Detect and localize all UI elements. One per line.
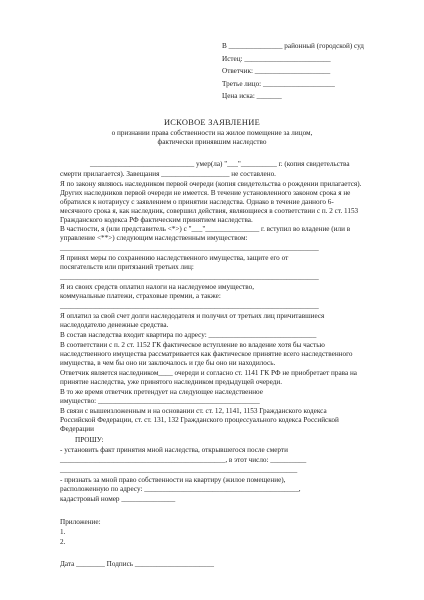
request-line: кадастровый номер _______________ <box>60 495 176 503</box>
document-subtitle-2: фактически принявшим наследство <box>157 138 267 146</box>
body-line: Я принял меры по сохранению наследственного имущества, защите его от <box>60 254 289 262</box>
body-line: Гражданского кодекса РФ фактическим принятием наследства. <box>60 216 253 224</box>
body-line: _____________________________ умер(ла) "___"__________ г. (копия свидетельства <box>90 160 350 168</box>
body-line: принятие наследства, уже принятого наследником предыдущей очереди. <box>60 378 283 386</box>
body-line: Я по закону являюсь наследником первой очереди (копия свидетельства о рождении прилагается). <box>60 180 362 188</box>
plaintiff-line: Истец: ________________________ <box>222 55 331 63</box>
attachment-item: 2. <box>60 538 66 546</box>
body-line: В состав наследства входит квартира по адресу: ______________________________ <box>60 331 317 339</box>
third-party-line: Третье лицо: ____________________ <box>222 80 335 88</box>
court-line: В _______________ районный (городской) суд <box>222 42 364 50</box>
body-line: смерти прилагается). Завещания ___________________ не составлено. <box>60 170 276 178</box>
attachments-heading: Приложение: <box>60 518 101 526</box>
body-line: В частности, я (или представитель <*>) с "___"_______________ г. вступил во владение (или в <box>60 225 351 233</box>
blank-line: ________________________________________________________________________ <box>60 273 319 281</box>
body-line: посягательств или притязаний третьих лиц: <box>60 263 194 271</box>
body-line: управление <**>) следующим наследственным имуществом: <box>60 234 248 242</box>
body-line: Я оплатил за свой счет долги наследодателя и получил от третьих лиц причитавшиеся <box>60 312 325 320</box>
body-line: Российской Федерации, ст. ст. 131, 132 Гражданского процессуального кодекса Российской <box>60 416 339 424</box>
body-line: наследодателю денежные средства. <box>60 321 169 329</box>
document-title: ИСКОВОЕ ЗАЯВЛЕНИЕ <box>163 118 261 127</box>
attachment-item: 1. <box>60 528 66 536</box>
body-line: имущества, в чем бы оно ни заключалось и где бы оно ни находилось. <box>60 359 276 367</box>
request-heading: ПРОШУ: <box>75 436 104 444</box>
request-line: - установить факт принятия мной наследства, открывшегося после смерти <box>60 446 288 454</box>
date-signature-line: Дата ________ Подпись ______________________ <box>60 560 214 568</box>
body-line: В связи с вышеизложенным и на основании ст. ст. 12, 1141, 1153 Гражданского кодекса <box>60 407 327 415</box>
request-line: - признать за мной право собственности на квартиру (жилое помещение), <box>60 476 286 484</box>
blank-line: ________________________________________________________________________ <box>60 302 319 310</box>
body-line: обратился к нотариусу с заявлением о принятии наследства. Однако в течение данного 6- <box>60 198 334 206</box>
body-line: коммунальные платежи, страховые премии, а также: <box>60 292 221 300</box>
request-line: ______________________________________________, в этот число: __________ <box>60 456 307 464</box>
body-line: Ответчик является наследником____ очереди и согласно ст. 1141 ГК РФ не приобретает права на <box>60 369 357 377</box>
body-line: Я из своих средств оплатил налоги на наследуемое имущество, <box>60 283 255 291</box>
body-line: Федерации <box>60 425 94 433</box>
document-subtitle-1: о признании права собственности на жилое помещение за лицом, <box>111 129 313 137</box>
request-line: __________________________________________________________________ <box>60 466 298 474</box>
defendant-line: Ответчик: _____________________ <box>222 67 331 75</box>
body-line: В соответствии с п. 2 ст. 1152 ГК фактическое вступление во владение хотя бы частью <box>60 341 325 349</box>
body-line: имущество: _____________________________________________ <box>60 397 260 405</box>
body-line: Других наследников первой очереди не имеется. В течение установленного законом срока я не <box>60 189 351 197</box>
claim-price-line: Цена иска: _______ <box>222 92 282 100</box>
body-line: наследственного имущества рассматривается как фактическое принятие всего наследственного <box>60 350 353 358</box>
request-line: расположенную по адресу: ___________________________________________, <box>60 485 301 493</box>
blank-line: ________________________________________________________________________ <box>60 244 319 252</box>
body-line: месячного срока я, как наследник, совершил действия, являющиеся в соответствии с п. 2 ст. 1153 <box>60 207 359 215</box>
body-line: В то же время ответчик претендует на следующее наследственное <box>60 388 263 396</box>
